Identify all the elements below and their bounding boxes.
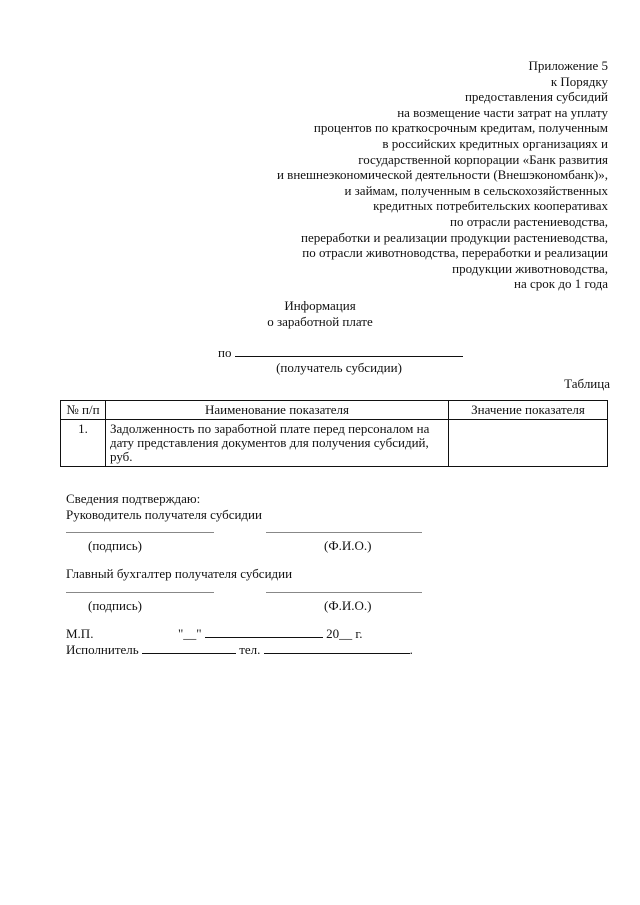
confirm-heading: Сведения подтверждаю: bbox=[66, 491, 201, 506]
tel-label: тел. bbox=[239, 642, 261, 657]
annex-line: переработки и реализации продукции растениеводства, bbox=[301, 229, 608, 245]
annex-line: на возмещение части затрат на уплату bbox=[397, 104, 608, 120]
signature-line bbox=[66, 592, 214, 593]
annex-line: на срок до 1 года bbox=[514, 276, 608, 292]
signature-caption: (подпись) bbox=[88, 598, 142, 613]
head-signature-row bbox=[66, 532, 426, 562]
accountant-label: Главный бухгалтер получателя субсидии bbox=[66, 566, 293, 581]
date-quote-open: " bbox=[177, 626, 184, 641]
executor-row bbox=[66, 642, 413, 658]
date-year-prefix: 20 bbox=[326, 626, 340, 641]
name-caption: (Ф.И.О.) bbox=[324, 538, 372, 553]
annex-line: государственной корпорации «Банк развития bbox=[358, 151, 608, 167]
annex-header bbox=[248, 58, 608, 292]
executor-end: . bbox=[409, 642, 413, 657]
accountant-signature-row bbox=[66, 592, 426, 622]
annex-line: в российских кредитных организациях и bbox=[382, 135, 608, 151]
name-caption: (Ф.И.О.) bbox=[324, 598, 372, 613]
date-day-blank: __ bbox=[183, 626, 197, 641]
annex-line: по отрасли растениеводства, bbox=[449, 213, 608, 229]
stamp-date-row bbox=[66, 626, 362, 642]
head-label: Руководитель получателя субсидии bbox=[66, 507, 262, 522]
annex-line: предоставления субсидий bbox=[464, 89, 608, 105]
recipient-blank-line bbox=[235, 344, 463, 357]
header-number: № п/п bbox=[61, 401, 106, 420]
executor-line bbox=[142, 642, 236, 654]
document-title bbox=[0, 298, 640, 330]
table-label: Таблица bbox=[564, 376, 610, 391]
annex-line: и внешнеэкономической деятельности (Внешэкономбанк)», bbox=[276, 167, 608, 183]
signature-line bbox=[66, 532, 214, 533]
annex-line: к Порядку bbox=[550, 73, 608, 89]
annex-line: Приложение 5 bbox=[528, 58, 608, 73]
annex-line: кредитных потребительских кооперативах bbox=[373, 198, 608, 214]
table-header-row bbox=[61, 401, 608, 420]
table-row bbox=[61, 420, 608, 467]
tel-line bbox=[264, 642, 410, 654]
date-quote-close: " bbox=[196, 626, 202, 641]
header-indicator-value: Значение показателя bbox=[449, 401, 608, 420]
recipient-field bbox=[218, 344, 463, 361]
header-indicator-name: Наименование показателя bbox=[106, 401, 449, 420]
name-line bbox=[266, 532, 422, 533]
stamp-label: М.П. bbox=[66, 626, 94, 641]
row-number: 1. bbox=[61, 420, 106, 467]
date-year-suffix: __ г. bbox=[339, 626, 363, 641]
signature-caption: (подпись) bbox=[88, 538, 142, 553]
executor-label: Исполнитель bbox=[66, 642, 139, 657]
date-month-line bbox=[205, 626, 323, 638]
annex-line: продукции животноводства, bbox=[452, 260, 608, 276]
recipient-prefix: по bbox=[218, 345, 232, 360]
annex-line: по отрасли животноводства, переработки и реализации bbox=[302, 245, 608, 261]
annex-line: процентов по краткосрочным кредитам, полученным bbox=[313, 120, 608, 136]
recipient-caption: (получатель субсидии) bbox=[276, 360, 402, 375]
title-line-1: Информация bbox=[284, 298, 356, 313]
title-line-2: о заработной плате bbox=[267, 314, 373, 329]
annex-line: и займам, полученным в сельскохозяйственных bbox=[344, 182, 608, 198]
row-indicator-name: Задолженность по заработной плате перед персоналом на дату представления документов для получения субсидий, руб. bbox=[106, 420, 449, 467]
row-indicator-value bbox=[449, 420, 608, 467]
indicators-table bbox=[60, 400, 608, 467]
name-line bbox=[266, 592, 422, 593]
